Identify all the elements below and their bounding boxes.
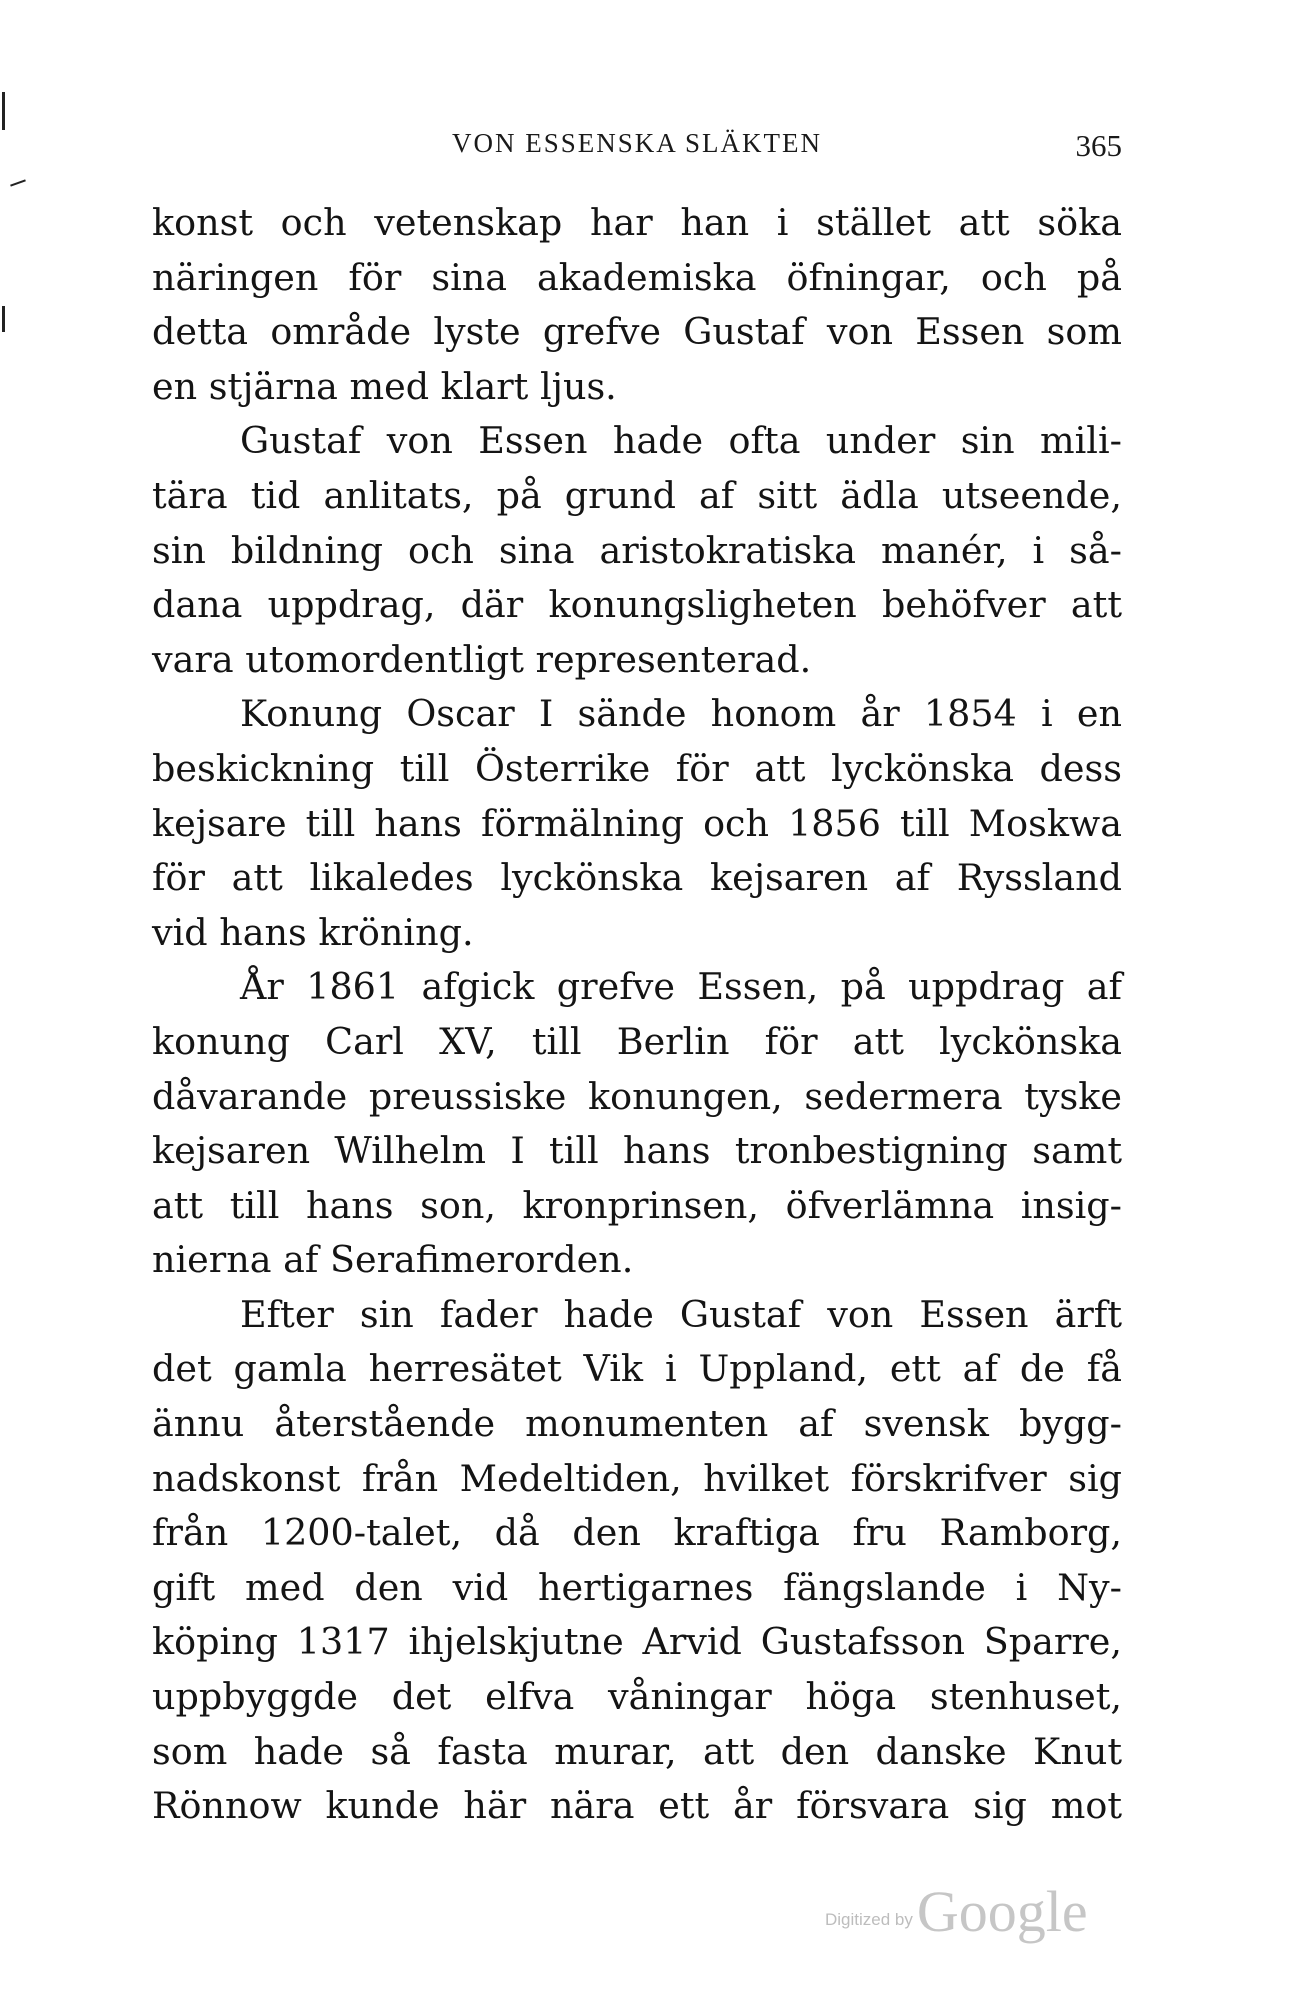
- text-line: dana uppdrag, där konungsligheten behöfver att: [152, 583, 1122, 627]
- text-line: kejsaren Wilhelm I till hans tronbestigning samt: [152, 1129, 1122, 1173]
- text-line: År 1861 afgick grefve Essen, på uppdrag af: [240, 965, 1122, 1009]
- text-line: uppbyggde det elfva våningar höga stenhuset,: [152, 1675, 1122, 1719]
- watermark-brand: Google: [916, 1879, 1088, 1944]
- text-line: Rönnow kunde här nära ett år försvara sig mot: [152, 1784, 1122, 1828]
- text-line: köping 1317 ihjelskjutne Arvid Gustafsson Sparre,: [152, 1620, 1122, 1664]
- margin-mark-bottom: [2, 306, 5, 332]
- text-line: från 1200-talet, då den kraftiga fru Ramborg,: [152, 1511, 1122, 1555]
- text-line: för att likaledes lyckönska kejsaren af Ryssland: [152, 856, 1122, 900]
- text-line: att till hans son, kronprinsen, öfverlämna insig-: [152, 1183, 1122, 1227]
- text-line: detta område lyste grefve Gustaf von Essen som: [152, 310, 1122, 354]
- text-line: nadskonst från Medeltiden, hvilket förskrifver sig: [152, 1456, 1122, 1500]
- text-line: Gustaf von Essen hade ofta under sin mili-: [240, 419, 1122, 463]
- text-line: en stjärna med klart ljus.: [152, 364, 617, 408]
- text-line: ännu återstående monumenten af svensk bygg-: [152, 1402, 1122, 1446]
- text-line: näringen för sina akademiska öfningar, och på: [152, 255, 1122, 299]
- text-line: sin bildning och sina aristokratiska manér, i så-: [152, 528, 1122, 572]
- margin-mark-dash: [10, 179, 26, 186]
- text-line: Konung Oscar I sände honom år 1854 i en: [240, 692, 1122, 736]
- text-line: vara utomordentligt representerad.: [152, 637, 812, 681]
- text-line: nierna af Serafimerorden.: [152, 1238, 634, 1282]
- text-line: det gamla herresätet Vik i Uppland, ett af de få: [152, 1347, 1122, 1391]
- page-number: 365: [1075, 128, 1122, 163]
- text-line: vid hans kröning.: [152, 910, 474, 954]
- running-head: [152, 128, 1122, 168]
- text-line: konung Carl XV, till Berlin för att lyckönska: [152, 1019, 1122, 1063]
- text-line: Efter sin fader hade Gustaf von Essen ärft: [240, 1292, 1122, 1336]
- text-line: som hade så fasta murar, att den danske Knut: [152, 1729, 1122, 1773]
- text-line: tära tid anlitats, på grund af sitt ädla utseende,: [152, 473, 1122, 517]
- text-line: kejsare till hans förmälning och 1856 till Moskwa: [152, 801, 1122, 845]
- digitized-watermark: [825, 1878, 1088, 1945]
- text-line: konst och vetenskap har han i stället att söka: [152, 201, 1122, 244]
- text-line: beskickning till Österrike för att lyckönska dess: [152, 746, 1122, 790]
- body-text: [152, 196, 1122, 1834]
- text-line: dåvarande preussiske konungen, sedermera tyske: [152, 1074, 1122, 1118]
- text-line: gift med den vid hertigarnes fängslande i Ny-: [152, 1565, 1122, 1609]
- watermark-prefix: Digitized by: [825, 1910, 913, 1929]
- margin-mark-top: [2, 92, 5, 130]
- running-title: VON ESSENSKA SLÄKTEN: [451, 128, 823, 158]
